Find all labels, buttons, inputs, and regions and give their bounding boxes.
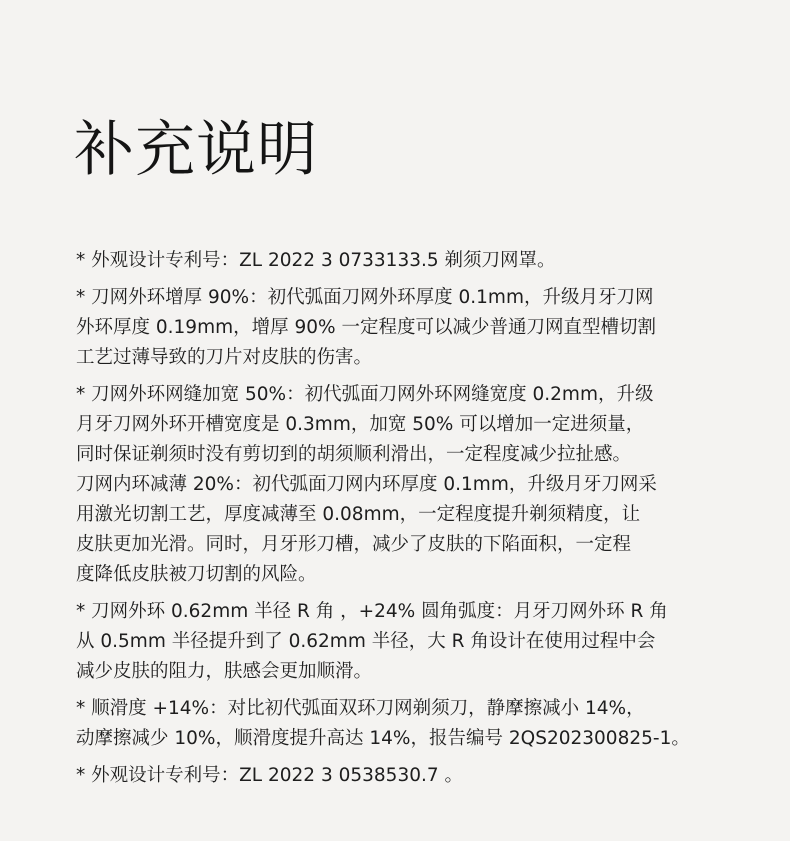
notes-list xyxy=(76,246,726,791)
note-r-angle-radius: * 刀网外环 0.62mm 半径 R 角 ，+24% 圆角弧度：月牙刀网外环 R 角 从 0.5mm 半径提升到了 0.62mm 半径，大 R 角设计在使用过程中会 减少皮肤的阻力，肤感会更加顺滑。 xyxy=(76,601,668,682)
note-inner-ring-thinning: 刀网内环减薄 20%：初代弧面刀网内环厚度 0.1mm，升级月牙刀网采 用激光切割工艺，厚度减薄至 0.08mm，一定程度提升剃须精度，让 皮肤更加光滑。同时，月牙形刀槽，减少了皮肤的下陷面积，一定程 度降低皮肤被刀切割的风险。 xyxy=(76,474,657,585)
note-design-patent-1: * 外观设计专利号：ZL 2022 3 0733133.5 剃须刀网罩。 xyxy=(76,250,556,271)
note-outer-ring-thickness: * 刀网外环增厚 90%：初代弧面刀网外环厚度 0.1mm，升级月牙刀网 外环厚度 0.19mm，增厚 90% 一定程度可以减少普通刀网直型槽切割 工艺过薄导致的刀片对皮肤的伤害。 xyxy=(76,287,656,368)
note-smoothness: * 顺滑度 +14%：对比初代弧面双环刀网剃须刀，静摩擦减小 14%， 动摩擦减少 10%，顺滑度提升高达 14%，报告编号 2QS202300825-1。 xyxy=(76,698,690,749)
note-outer-slot-width: * 刀网外环网缝加宽 50%：初代弧面刀网外环网缝宽度 0.2mm，升级 月牙刀网外环开槽宽度是 0.3mm，加宽 50% 可以增加一定进须量， 同时保证剃须时没有剪切到的胡须顺利滑出，一定程度减少拉扯感。 xyxy=(76,384,654,465)
note-design-patent-2: * 外观设计专利号：ZL 2022 3 0538530.7 。 xyxy=(76,765,464,786)
page-title: 补充说明 xyxy=(74,115,318,185)
